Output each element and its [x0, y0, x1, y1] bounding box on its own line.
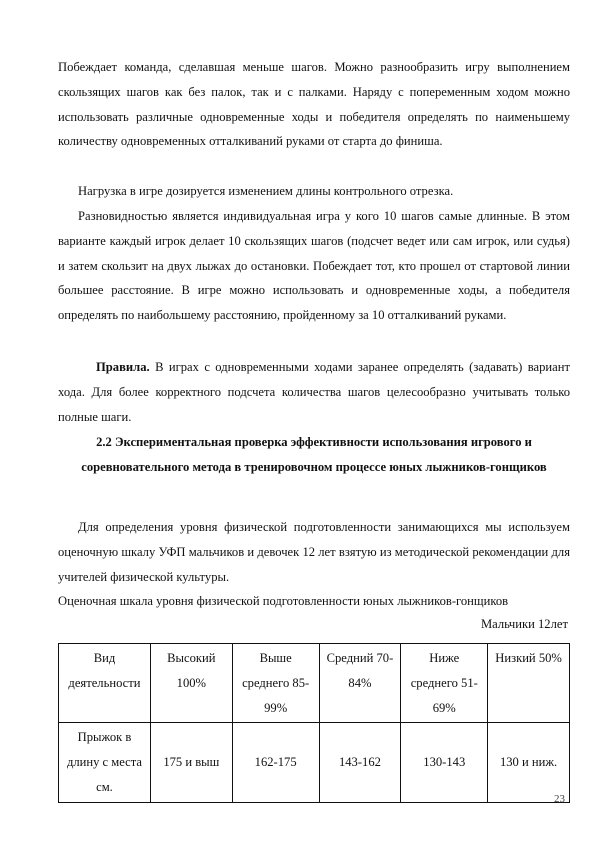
table-header-cell: Средний 70-84%: [319, 644, 401, 723]
table-header-cell: Высокий 100%: [150, 644, 232, 723]
table-header-row: [59, 644, 570, 723]
rules-text: В играх с одновременными ходами заранее определять (задавать) вариант хода. Для более корректного подсчета количества шагов целесообразно учитывать только полные шаги.: [58, 360, 570, 424]
paragraph-rules: [58, 355, 570, 429]
paragraph-5: [58, 515, 570, 589]
table-header-cell: Выше среднего 85-99%: [232, 644, 319, 723]
section-heading: 2.2 Экспериментальная проверка эффективности использования игрового и соревновательного метода в тренировочном процессе юных лыжников-гонщиков: [81, 435, 547, 474]
fitness-scale-table: [58, 643, 570, 803]
table-cell: 130 и ниж.: [488, 723, 570, 802]
table-header-cell: Вид деятельности: [59, 644, 151, 723]
paragraph-5-text: Для определения уровня физической подготовленности занимающихся мы используем оценочную шкалу УФП мальчиков и девочек 12 лет взятую из методической рекомендации для учителей физической культуры.: [58, 520, 570, 584]
paragraph-3-text: Разновидностью является индивидуальная игра у кого 10 шагов самые длинные. В этом варианте каждый игрок делает 10 скользящих шагов (подсчет ведет или сам игрок, или судья) и затем скользит на двух лыжах до остановки. Побеждает тот, кто прошел от стартовой линии большее расстояние. В игре можно использовать и одновременные ходы, а победителя определять по наибольшему расстоянию, пройденному за 10 отталкиваний руками.: [58, 209, 570, 323]
paragraph-5-block: [58, 515, 570, 614]
paragraph-2: [58, 179, 570, 204]
table-header-cell: Низкий 50%: [488, 644, 570, 723]
table-header-cell: Ниже среднего 51-69%: [401, 644, 488, 723]
table-cell: 143-162: [319, 723, 401, 802]
paragraph-3: [58, 204, 570, 328]
page-number: 23: [554, 793, 565, 805]
table-cell: 175 и выш: [150, 723, 232, 802]
table-cell: Прыжок в длину с места см.: [59, 723, 151, 802]
table-caption: Мальчики 12лет: [480, 617, 568, 631]
paragraph-6: Оценочная шкала уровня физической подготовленности юных лыжников-гонщиков: [58, 594, 509, 609]
table-cell: 162-175: [232, 723, 319, 802]
paragraph-1: Побеждает команда, сделавшая меньше шагов. Можно разнообразить игру выполнением скользящих шагов как без палок, так и с палками. Наряду с попеременным ходом можно использовать различные одновременные ходы и победителя определять по наименьшему количеству одновременных отталкиваний руками от старта до финиша.: [58, 60, 570, 149]
table-row: [59, 723, 570, 802]
paragraph-2-text: Нагрузка в игре дозируется изменением длины контрольного отрезка.: [78, 184, 454, 198]
rules-label: Правила.: [96, 360, 150, 374]
table-cell: 130-143: [401, 723, 488, 802]
